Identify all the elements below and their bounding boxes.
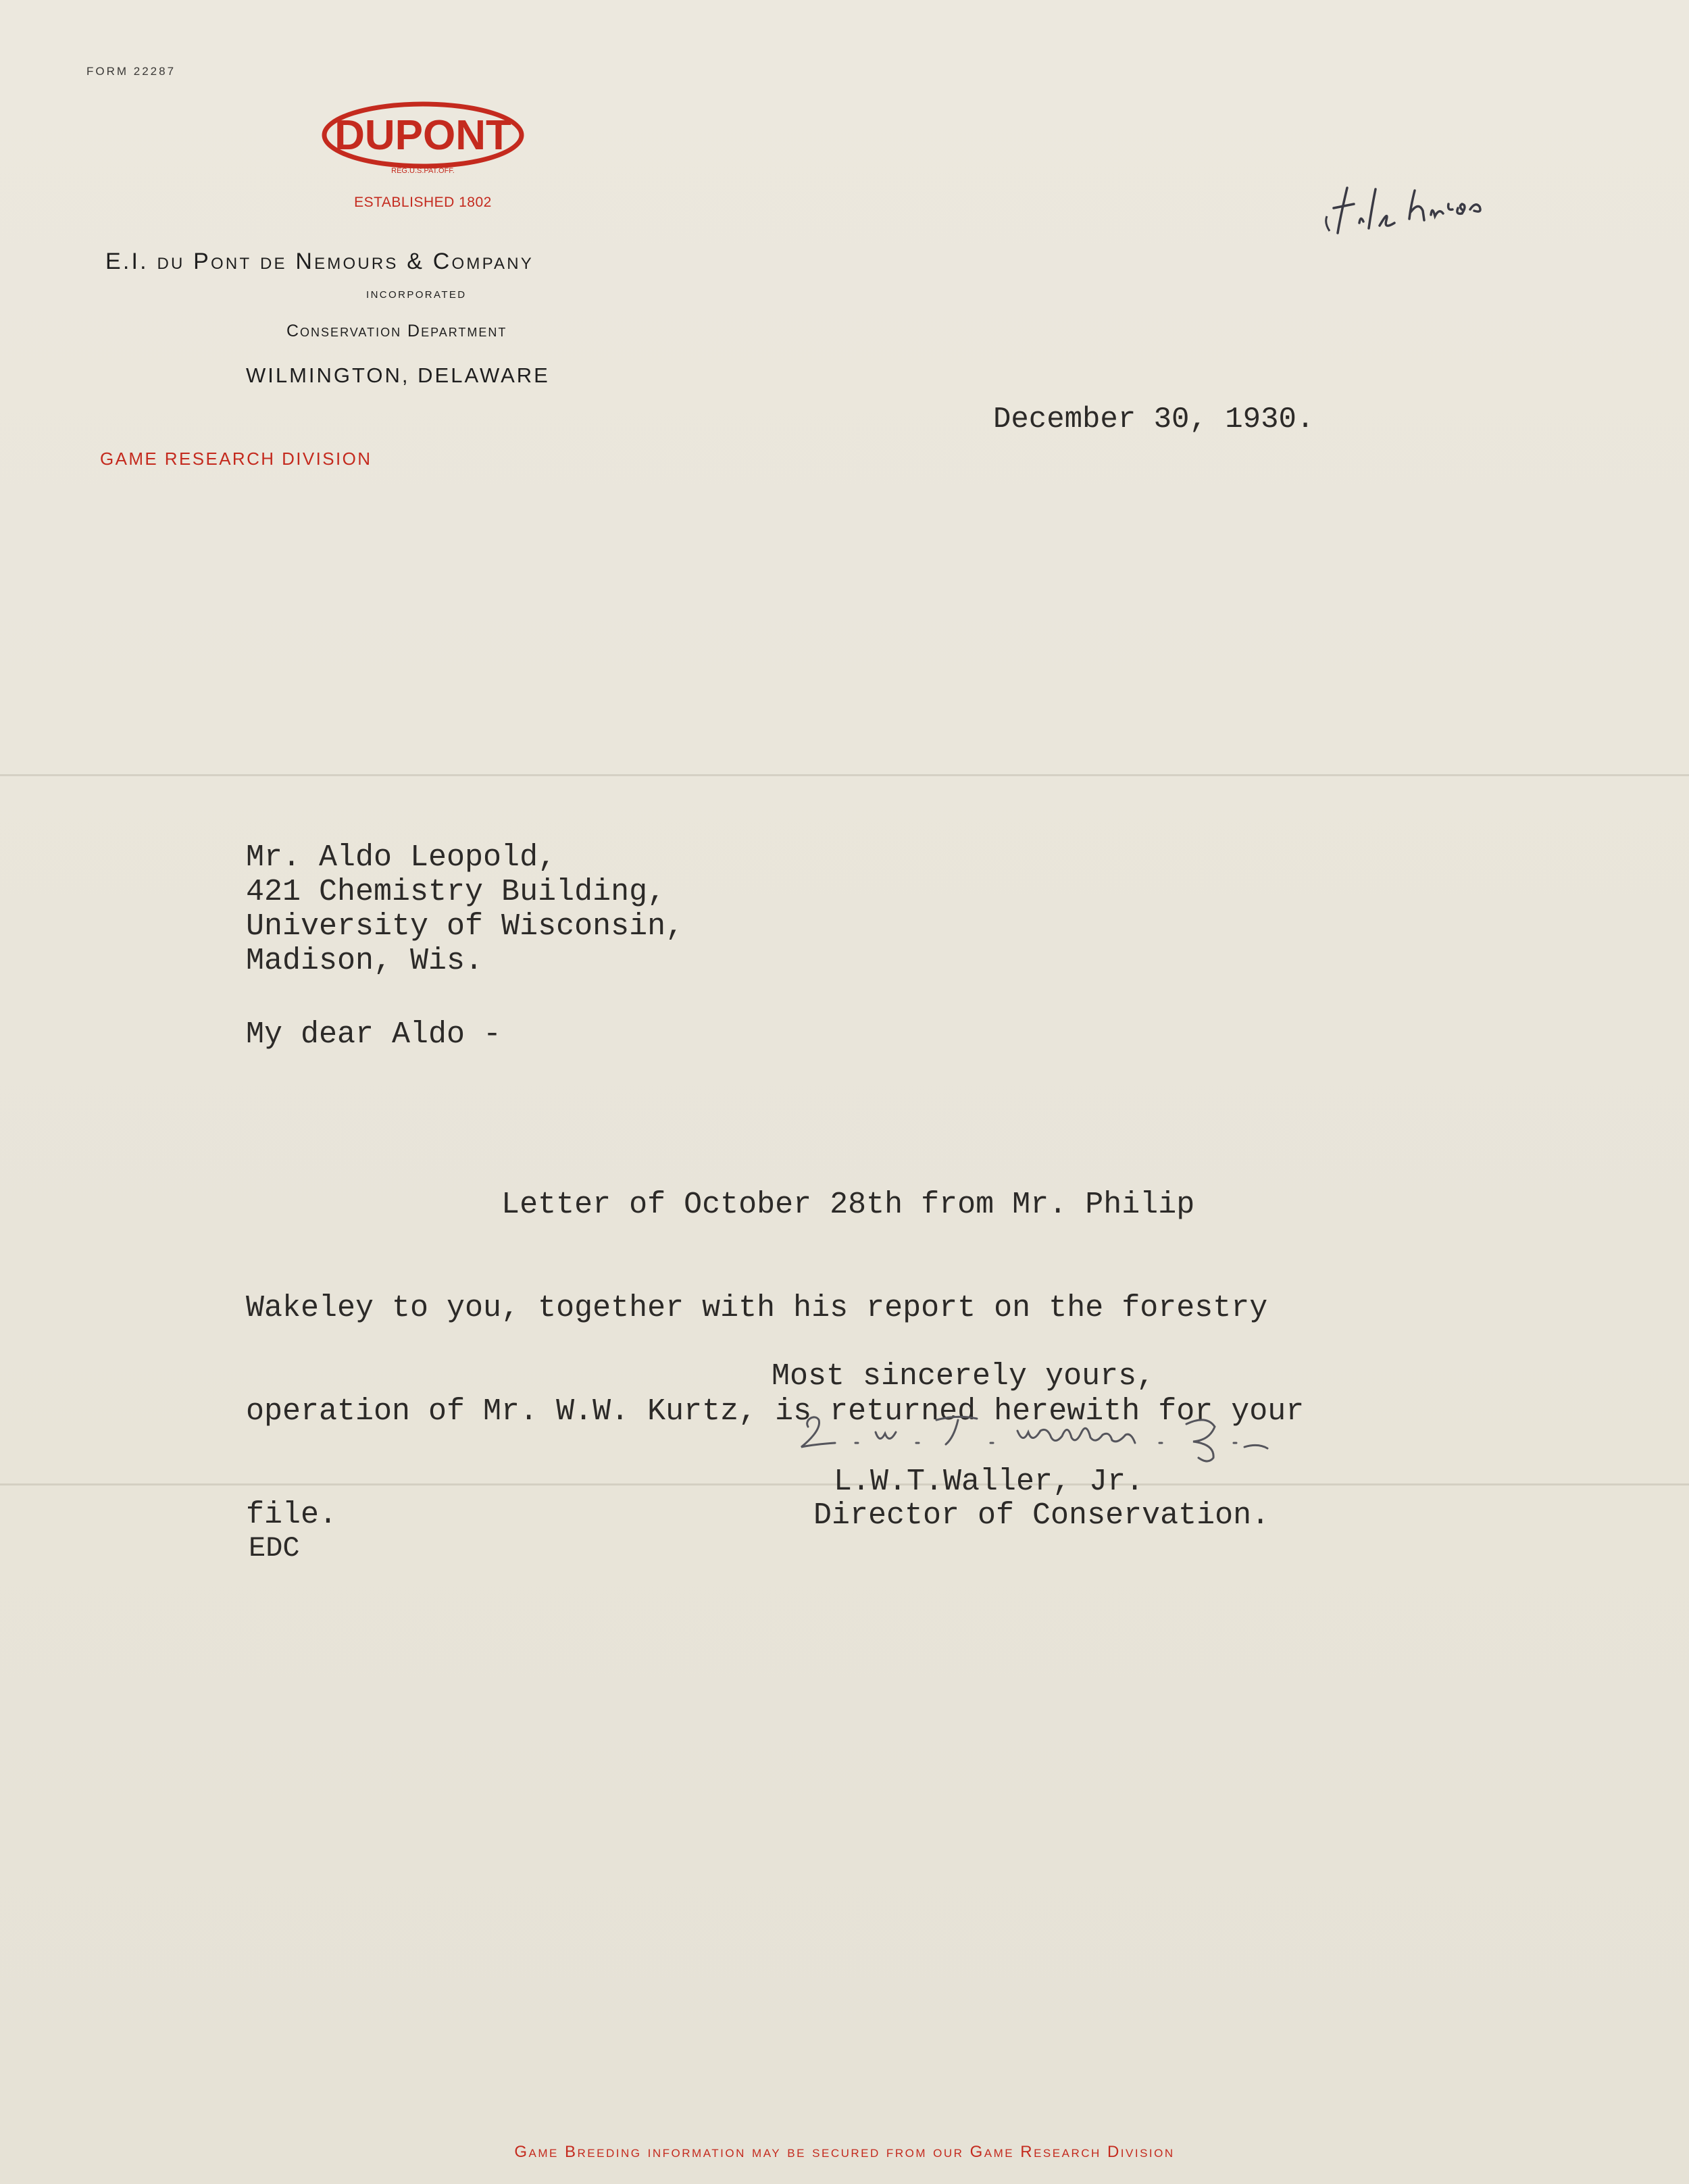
body-line: operation of Mr. W.W. Kurtz, is returned herewith for your [246, 1394, 1305, 1429]
form-number: FORM 22287 [86, 65, 176, 78]
fold-crease [0, 774, 1689, 776]
incorporated-label: INCORPORATED [366, 289, 467, 301]
body-line: Wakeley to you, together with his report on the forestry [246, 1291, 1268, 1325]
company-name: E.I. du Pont de Nemours & Company [105, 249, 534, 274]
letter-date: December 30, 1930. [993, 403, 1315, 436]
address-line: 421 Chemistry Building, [246, 875, 666, 909]
city-state: WILMINGTON, DELAWARE [246, 363, 550, 387]
division-name: GAME RESEARCH DIVISION [100, 449, 372, 469]
handwritten-file-note [1324, 169, 1507, 250]
address-line: Mr. Aldo Leopold, [246, 840, 557, 875]
recipient-address [246, 840, 684, 978]
complimentary-closing: Most sincerely yours, [772, 1359, 1155, 1394]
department-name: Conservation Department [286, 322, 507, 340]
typist-initials: EDC [249, 1532, 300, 1565]
dupont-oval-logo [322, 100, 524, 176]
body-line: file. [246, 1498, 338, 1532]
salutation: My dear Aldo - [246, 1017, 502, 1052]
logo-wordmark: DUPONT [334, 112, 511, 159]
address-line: University of Wisconsin, [246, 909, 684, 944]
letterhead-footer: Game Breeding information may be secured from our Game Research Division [514, 2143, 1175, 2161]
established-line: ESTABLISHED 1802 [354, 195, 492, 210]
handwritten-signature [795, 1400, 1362, 1465]
signer-title: Director of Conservation. [813, 1498, 1270, 1533]
signer-name: L.W.T.Waller, Jr. [834, 1465, 1144, 1499]
address-line: Madison, Wis. [246, 944, 484, 978]
logo-registration: REG.U.S.PAT.OFF. [391, 167, 455, 175]
body-line: Letter of October 28th from Mr. Philip [246, 1188, 1195, 1222]
